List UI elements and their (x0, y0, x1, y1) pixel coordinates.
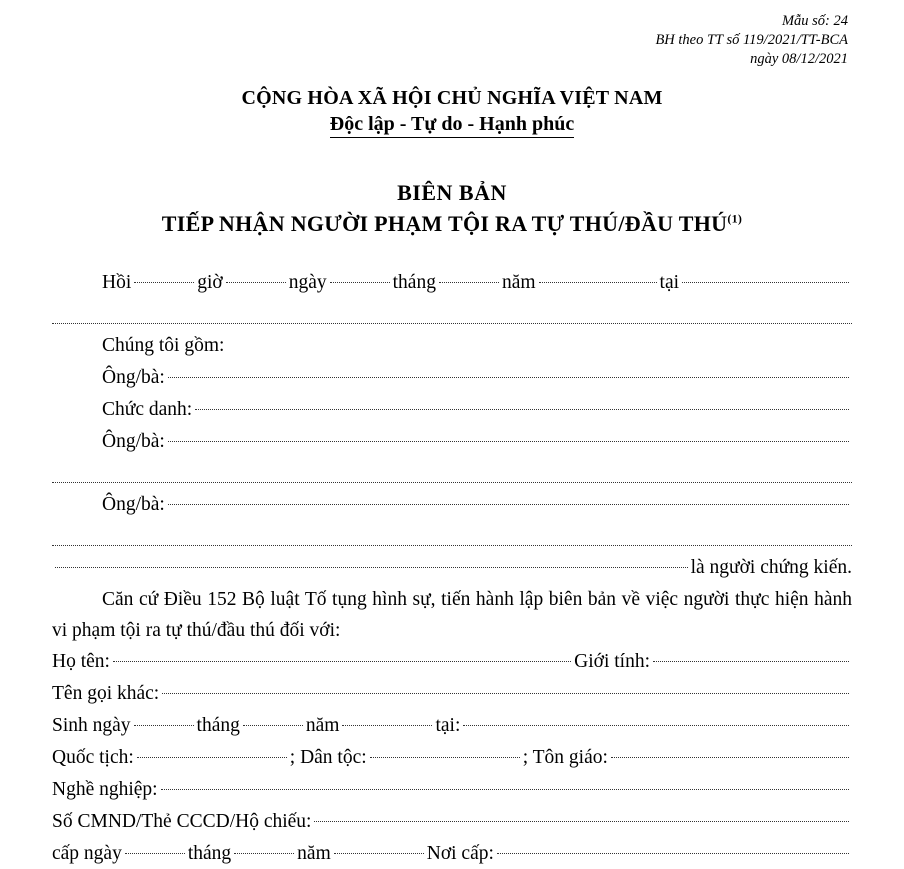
field-ongba-1[interactable] (168, 377, 849, 378)
field-dantoc[interactable] (370, 757, 520, 758)
label-hoten: Họ tên: (52, 651, 110, 672)
document-body (52, 267, 852, 869)
national-heading (52, 87, 852, 138)
label-noicap: Nơi cấp: (426, 843, 494, 864)
sinhngay-row (52, 710, 852, 741)
participants-heading: Chúng tôi gồm: (102, 335, 225, 356)
form-meta (52, 12, 848, 69)
field-sinh-nam[interactable] (342, 725, 432, 726)
form-circular: BH theo TT số 119/2021/TT-BCA (655, 32, 848, 48)
label-dantoc: ; Dân tộc: (289, 747, 367, 768)
quoctich-row (52, 742, 852, 773)
ongba-row-2 (52, 426, 852, 457)
label-sinhngay: Sinh ngày (52, 715, 131, 736)
witness-row (52, 552, 852, 583)
field-sinh-tai[interactable] (463, 725, 849, 726)
time-place-continuation[interactable] (52, 299, 852, 330)
title-footnote-marker: (1) (727, 211, 743, 226)
label-sinh-thang: tháng (196, 715, 240, 736)
field-ngay[interactable] (330, 282, 390, 283)
label-sinh-nam: năm (305, 715, 340, 736)
field-giayto[interactable] (314, 821, 849, 822)
national-motto: Độc lập - Tự do - Hạnh phúc (330, 113, 574, 138)
field-gioitinh[interactable] (653, 661, 849, 662)
form-code: Mẫu số: 24 (781, 13, 848, 29)
label-sinh-tai: tại: (435, 715, 461, 736)
label-ngay: ngày (288, 272, 327, 293)
field-tengoikhac[interactable] (162, 693, 849, 694)
country-name: CỘNG HÒA XÃ HỘI CHỦ NGHĨA VIỆT NAM (241, 87, 663, 109)
label-cap-thang: tháng (187, 843, 232, 864)
label-gioitinh: Giới tính: (574, 651, 650, 672)
field-nghenghiep[interactable] (161, 789, 849, 790)
ongba-2-continuation[interactable] (52, 458, 852, 489)
field-ongba-3[interactable] (168, 504, 849, 505)
field-cap-nam[interactable] (334, 853, 424, 854)
label-ongba-2: Ông/bà: (102, 431, 165, 452)
ongba-3-continuation[interactable] (52, 521, 852, 552)
label-ongba-1: Ông/bà: (102, 367, 165, 388)
field-cap-ngay[interactable] (125, 853, 185, 854)
witness-tail-label: là người chứng kiến. (690, 557, 852, 578)
label-hoi: Hồi (102, 272, 132, 293)
field-thang[interactable] (439, 282, 499, 283)
title-line-1: BIÊN BẢN (397, 180, 507, 205)
label-tai: tại (659, 272, 680, 293)
label-thang: tháng (392, 272, 436, 293)
field-chucdanh[interactable] (195, 409, 849, 410)
field-ongba-2[interactable] (168, 441, 849, 442)
label-tengoikhac: Tên gọi khác: (52, 683, 160, 704)
time-place-row (52, 267, 852, 298)
document-title (52, 180, 852, 237)
field-sinh-thang[interactable] (243, 725, 303, 726)
label-tongiao: ; Tôn giáo: (522, 747, 608, 768)
ongba-row-1 (52, 362, 852, 393)
field-noicap[interactable] (497, 853, 849, 854)
form-date: ngày 08/12/2021 (750, 51, 848, 67)
label-gio: giờ (197, 272, 223, 293)
label-giayto: Số CMND/Thẻ CCCD/Hộ chiếu: (52, 811, 312, 832)
field-cap-thang[interactable] (234, 853, 294, 854)
label-nghenghiep: Nghề nghiệp: (52, 779, 158, 800)
participants-heading-row (52, 330, 852, 361)
field-quoctich[interactable] (137, 757, 287, 758)
field-tai[interactable] (682, 282, 849, 283)
hoten-row (52, 646, 852, 677)
tengoikhac-row (52, 678, 852, 709)
ongba-row-3 (52, 489, 852, 520)
chucdanh-row (52, 394, 852, 425)
label-cap-nam: năm (297, 843, 331, 864)
field-witness[interactable] (55, 567, 688, 568)
title-line-2: TIẾP NHẬN NGƯỜI PHẠM TỘI RA TỰ THÚ/ĐẦU THÚ (161, 211, 728, 236)
field-nam[interactable] (539, 282, 657, 283)
capngay-row (52, 838, 852, 869)
label-quoctich: Quốc tịch: (52, 747, 134, 768)
nghenghiep-row (52, 774, 852, 805)
field-hoten[interactable] (113, 661, 571, 662)
field-gio[interactable] (226, 282, 286, 283)
field-sinh-ngay[interactable] (134, 725, 194, 726)
field-tongiao[interactable] (611, 757, 849, 758)
label-ongba-3: Ông/bà: (102, 494, 165, 515)
legal-basis-paragraph: Căn cứ Điều 152 Bộ luật Tố tụng hình sự, tiến hành lập biên bản về việc người thực hiện hành vi phạm tội ra tự thú/đầu thú đối với: (52, 589, 852, 641)
field-hoi[interactable] (134, 282, 194, 283)
label-capngay: cấp ngày (52, 843, 122, 864)
giayto-row (52, 806, 852, 837)
label-chucdanh: Chức danh: (102, 399, 193, 420)
label-nam: năm (501, 272, 536, 293)
